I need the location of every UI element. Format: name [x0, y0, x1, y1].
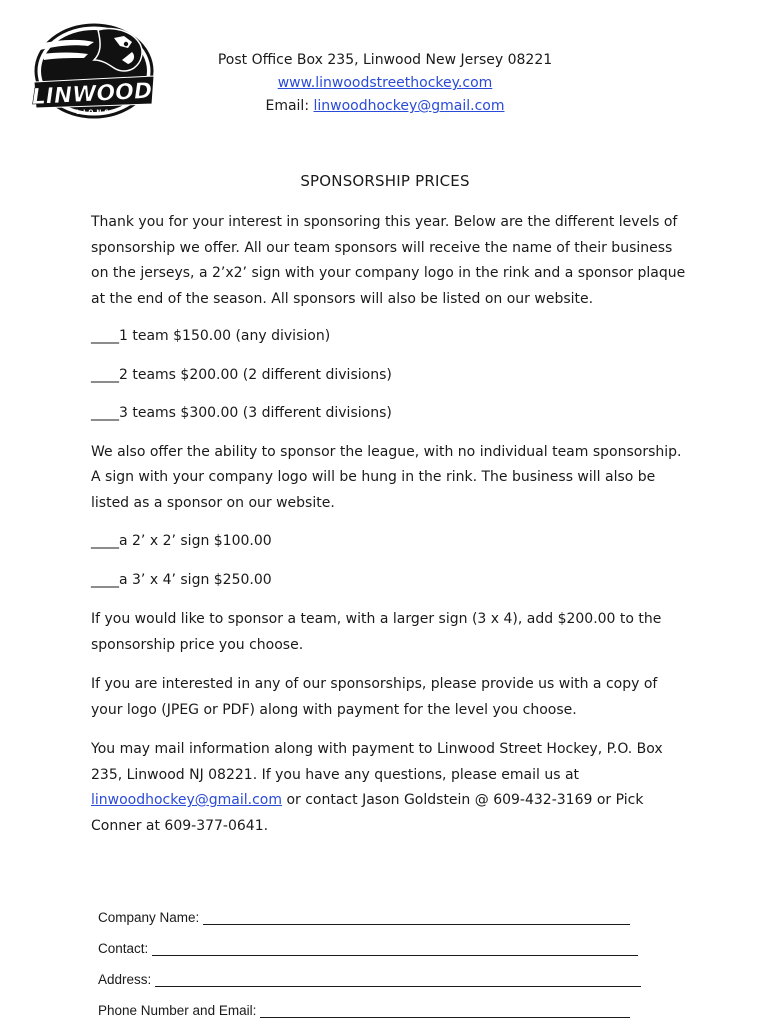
address-line: Post Office Box 235, Linwood New Jersey 08221 [217, 52, 553, 68]
logo-wordmark: LINWOOD [31, 78, 153, 111]
contact-label: Contact: [98, 941, 149, 956]
mail-email-link[interactable]: linwoodhockey@gmail.com [91, 792, 282, 808]
mail-paragraph [91, 737, 691, 839]
contact-field[interactable] [152, 941, 638, 956]
form-row-address [98, 956, 658, 987]
form-row-company [98, 894, 658, 925]
mail-text-before: You may mail information along with payment to Linwood Street Hockey, P.O. Box 235, Linwood NJ 08221. If you have any questions, please email us at [91, 741, 663, 783]
team-option-1: ____1 team $150.00 (any division) [91, 328, 331, 344]
intro-paragraph: Thank you for your interest in sponsoring this year. Below are the different levels of sponsorship we offer. All our team sponsors will receive the name of their business on the jerseys, a 2’x2’ sign with your company logo in the rink and a sponsor plaque at the end of the season. All sponsors will also be listed on our website. [91, 214, 686, 307]
larger-sign-paragraph: If you would like to sponsor a team, with a larger sign (3 x 4), add $200.00 to the sponsorship price you choose. [91, 611, 662, 653]
sign-option-1: ____a 2’ x 2’ sign $100.00 [91, 533, 272, 549]
logo-subtext: LIONS [76, 109, 112, 116]
team-option-2: ____2 teams $200.00 (2 different divisions) [91, 366, 392, 383]
website-link[interactable]: www.linwoodstreethockey.com [277, 75, 493, 91]
logo-request-paragraph: If you are interested in any of our sponsorships, please provide us with a copy of your logo (JPEG or PDF) along with payment for the level you choose. [91, 676, 658, 718]
company-name-label: Company Name: [98, 910, 200, 925]
email-label: Email: [265, 98, 314, 114]
document-body [91, 210, 691, 839]
email-line [170, 95, 600, 118]
sponsor-form [98, 894, 658, 1018]
phone-email-field[interactable] [260, 1003, 630, 1018]
mail-text-after: or contact Jason Goldstein @ 609-432-3169 or Pick Conner at 609-377-0641. [91, 792, 644, 834]
address-label: Address: [98, 972, 152, 987]
team-option-3: ____3 teams $300.00 (3 different divisions) [91, 405, 392, 421]
email-link[interactable]: linwoodhockey@gmail.com [313, 98, 505, 114]
sign-option-2: ____a 3’ x 4’ sign $250.00 [91, 571, 272, 588]
address-field[interactable] [155, 972, 641, 987]
league-paragraph: We also offer the ability to sponsor the league, with no individual team sponsorship. A sign with your company logo will be hung in the rink. The business will also be listed as a sponsor on our website. [91, 443, 682, 511]
form-row-phone-email [98, 987, 658, 1018]
form-row-contact [98, 925, 658, 956]
contact-header [170, 49, 600, 118]
phone-email-label: Phone Number and Email: [98, 1003, 257, 1018]
linwood-lions-logo [28, 18, 160, 120]
company-name-field[interactable] [203, 910, 630, 925]
page-title: SPONSORSHIP PRICES [300, 172, 470, 190]
